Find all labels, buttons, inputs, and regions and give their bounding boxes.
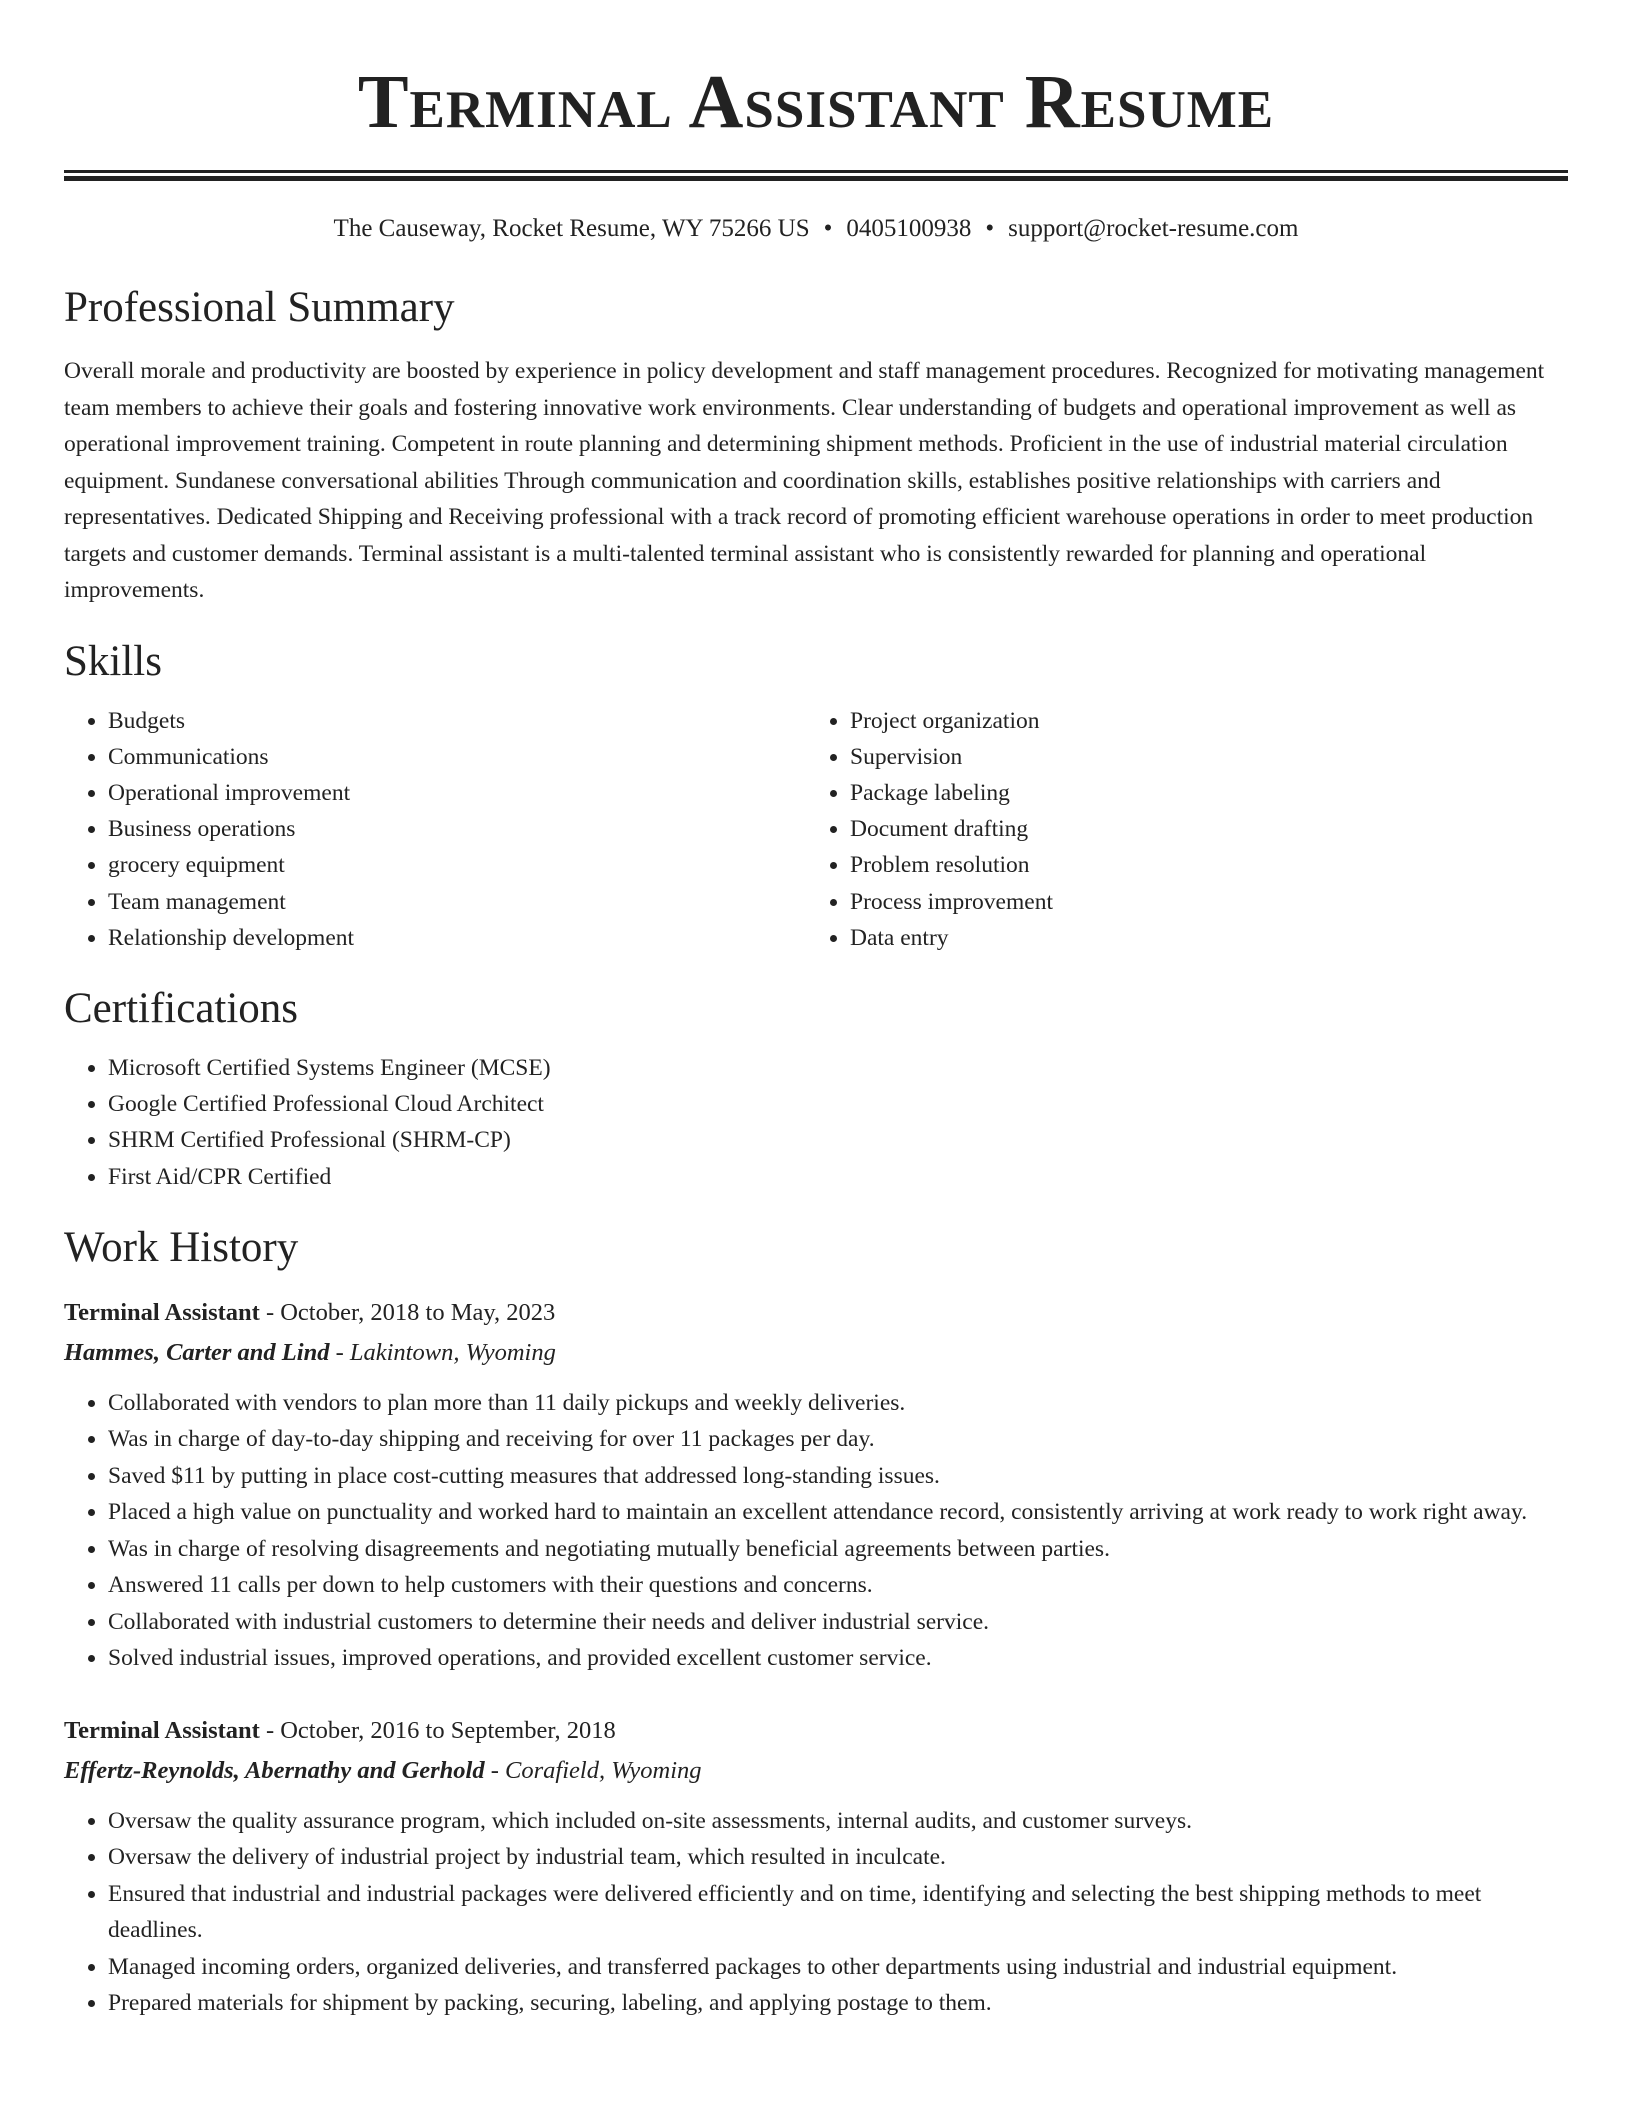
summary-text: Overall morale and productivity are boosted by experience in policy development and staff management procedures. Recognized for motivating management team members to achieve their goals and fostering innovative work environments. Clear understanding of budgets and operational improvement as well as operational improvement training. Competent in route planning and determining shipment methods. Proficient in the use of industrial material circulation equipment. Sundanese conversational abilities Through communication and coordination skills, establishes positive relationships with carriers and representatives. Dedicated Shipping and Receiving professional with a track record of promoting efficient warehouse operations in order to meet production targets and customer demands. Terminal assistant is a multi-talented terminal assistant who is consistently rewarded for planning and operational improvements.	[64, 358, 1545, 603]
resume-title: Terminal Assistant Resume	[357, 60, 1275, 144]
skills-heading: Skills	[64, 637, 162, 685]
skill-item: • Business operations	[108, 811, 806, 847]
certification-item: • Google Certified Professional Cloud Architect	[108, 1086, 1568, 1122]
summary-heading: Professional Summary	[64, 284, 455, 331]
job-bullets	[64, 1385, 1568, 1677]
job-entry	[64, 1711, 1568, 2022]
job-bullet: • Collaborated with industrial customers to determine their needs and deliver industrial service.	[108, 1604, 1568, 1641]
skill-item: • grocery equipment	[108, 847, 806, 883]
job-dates: October, 2018 to May, 2023	[280, 1298, 556, 1326]
skill-item: • Problem resolution	[850, 847, 1548, 883]
skill-item: • Budgets	[108, 703, 806, 739]
skill-item: • Operational improvement	[108, 775, 806, 811]
job-bullet: • Was in charge of resolving disagreements and negotiating mutually beneficial agreements between parties.	[108, 1531, 1568, 1568]
job-company: Effertz-Reynolds, Abernathy and Gerhold	[64, 1756, 485, 1784]
skill-item: • Communications	[108, 739, 806, 775]
job-bullet: • Answered 11 calls per down to help customers with their questions and concerns.	[108, 1567, 1568, 1604]
job-bullets	[64, 1803, 1568, 2022]
skills-column-left	[64, 703, 806, 956]
work-history-heading: Work History	[64, 1223, 299, 1271]
skill-item: • Project organization	[850, 703, 1548, 739]
job-company-line: Hammes, Carter and Lind - Lakintown, Wyoming	[64, 1338, 556, 1366]
certifications-list	[64, 1050, 1568, 1195]
certification-item: • Microsoft Certified Systems Engineer (MCSE)	[108, 1050, 1568, 1086]
contact-email: support@rocket-resume.com	[1008, 215, 1299, 242]
job-title: Terminal Assistant	[64, 1716, 260, 1744]
certification-item: • First Aid/CPR Certified	[108, 1159, 1568, 1195]
skill-item: • Supervision	[850, 739, 1548, 775]
skills-list-left	[64, 703, 806, 956]
job-bullet: • Prepared materials for shipment by packing, securing, labeling, and applying postage to them.	[108, 1985, 1568, 2022]
job-location: Corafield, Wyoming	[505, 1756, 702, 1784]
skill-item: • Process improvement	[850, 884, 1548, 920]
job-title-line: Terminal Assistant - October, 2016 to September, 2018	[64, 1716, 616, 1744]
contact-address: The Causeway, Rocket Resume, WY 75266 US	[333, 215, 810, 242]
contact-phone: 0405100938	[846, 215, 972, 242]
skill-item: • Relationship development	[108, 920, 806, 956]
skills-list-right	[806, 703, 1548, 956]
job-title: Terminal Assistant	[64, 1298, 260, 1326]
job-bullet: • Oversaw the delivery of industrial project by industrial team, which resulted in inculcate.	[108, 1839, 1568, 1876]
skill-item: • Data entry	[850, 920, 1548, 956]
skill-item: • Team management	[108, 884, 806, 920]
job-entry	[64, 1293, 1568, 1677]
job-bullet: • Collaborated with vendors to plan more than 11 daily pickups and weekly deliveries.	[108, 1385, 1568, 1422]
skills-grid	[64, 703, 1568, 956]
certifications-heading: Certifications	[64, 984, 299, 1032]
job-company-line: Effertz-Reynolds, Abernathy and Gerhold - Corafield, Wyoming	[64, 1756, 702, 1784]
job-company: Hammes, Carter and Lind	[64, 1338, 330, 1366]
job-dates: October, 2016 to September, 2018	[280, 1716, 616, 1744]
certification-item: • SHRM Certified Professional (SHRM-CP)	[108, 1122, 1568, 1158]
contact-separator: •	[985, 215, 995, 242]
job-bullet: • Ensured that industrial and industrial packages were delivered efficiently and on time, identifying and selecting the best shipping methods to meet deadlines.	[108, 1876, 1568, 1949]
job-bullet: • Was in charge of day-to-day shipping and receiving for over 11 packages per day.	[108, 1421, 1568, 1458]
contact-separator: •	[823, 215, 833, 242]
contact-line	[64, 213, 1568, 245]
job-bullet: • Managed incoming orders, organized deliveries, and transferred packages to other departments using industrial and industrial equipment.	[108, 1949, 1568, 1986]
skill-item: • Document drafting	[850, 811, 1548, 847]
job-bullet: • Saved $11 by putting in place cost-cutting measures that addressed long-standing issues.	[108, 1458, 1568, 1495]
job-title-line: Terminal Assistant - October, 2018 to May, 2023	[64, 1298, 556, 1326]
skill-item: • Package labeling	[850, 775, 1548, 811]
title-double-rule	[64, 170, 1568, 181]
job-bullet: • Oversaw the quality assurance program, which included on-site assessments, internal audits, and customer surveys.	[108, 1803, 1568, 1840]
skills-column-right	[806, 703, 1548, 956]
job-bullet: • Placed a high value on punctuality and worked hard to maintain an excellent attendance record, consistently arriving at work ready to work right away.	[108, 1494, 1568, 1531]
job-bullet: • Solved industrial issues, improved operations, and provided excellent customer service.	[108, 1640, 1568, 1677]
job-location: Lakintown, Wyoming	[349, 1338, 556, 1366]
